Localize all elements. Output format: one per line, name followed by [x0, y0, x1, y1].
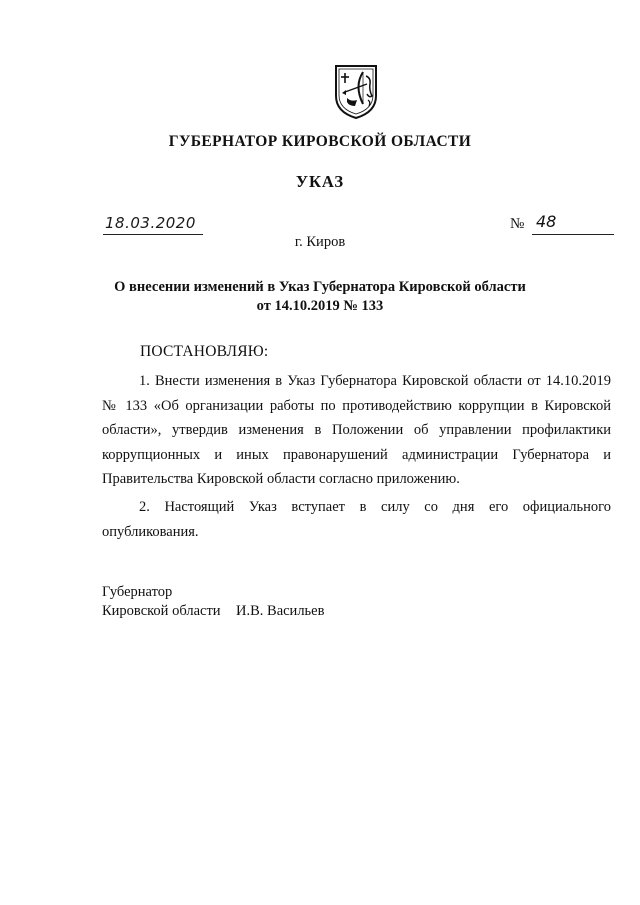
signatory-name: И.В. Васильев	[236, 603, 325, 619]
number-label: №	[510, 216, 525, 232]
paragraph-1: 1. Внести изменения в Указ Губернатора Кировской области от 14.10.2019 № 133 «Об организации работы по противодействию коррупции в Кировской области», утвердив изменения в Положении об управлении профилактики коррупционных и иных правонарушений администрации Губернатора и Правительства Кировской области согласно приложению.	[102, 373, 611, 488]
kirov-coat-of-arms-icon	[333, 62, 379, 120]
subject-line-2: от 14.10.2019 № 133	[256, 298, 384, 314]
decree-subject	[0, 278, 640, 316]
city-line: г. Киров	[294, 234, 346, 250]
decree-word: ПОСТАНОВЛЯЮ:	[140, 343, 269, 360]
document-type-heading: УКАЗ	[295, 172, 345, 191]
handwritten-date: 18.03.2020	[103, 214, 203, 235]
issuing-authority-heading: ГУБЕРНАТОР КИРОВСКОЙ ОБЛАСТИ	[168, 133, 472, 150]
handwritten-number: 48	[532, 212, 614, 235]
signatory-title	[102, 583, 221, 621]
signatory-title-line-1: Губернатор	[102, 584, 173, 600]
subject-line-1: О внесении изменений в Указ Губернатора Кировской области	[114, 279, 526, 295]
paragraph-2: 2. Настоящий Указ вступает в силу со дня его официального опубликования.	[102, 499, 611, 540]
signatory-title-line-2: Кировской области	[102, 603, 221, 619]
